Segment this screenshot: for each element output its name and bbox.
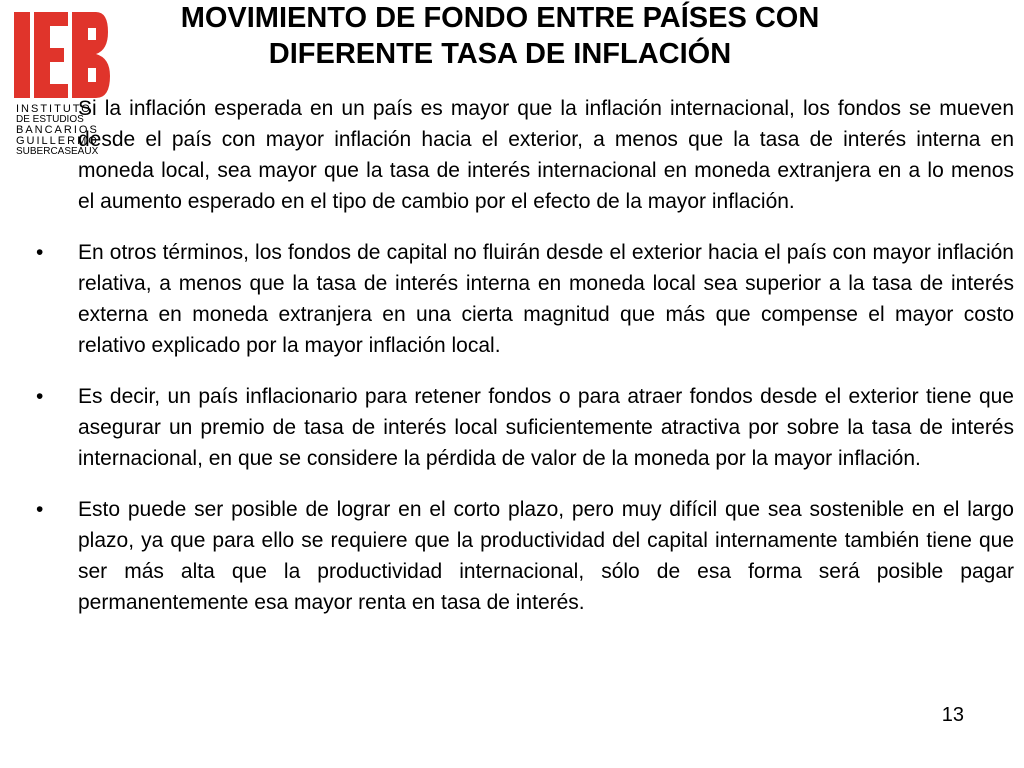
logo-line-5: SUBERCASEAUX — [16, 146, 99, 157]
page-number: 13 — [941, 704, 964, 726]
bullet-text: En otros términos, los fondos de capital no fluirán desde el exterior hacia el país con mayor inflación relativa, a menos que la tasa de interés interna en moneda local sea superior a la tasa de interés externa en moneda extranjera en una cierta magnitud que más que compense el mayor costo relativo explicado por la mayor inflación local. — [78, 241, 1014, 357]
bullet-text: Esto puede ser posible de lograr en el corto plazo, pero muy difícil que sea sostenible en el largo plazo, ya que para ello se requiere que la productividad del capital internamente también tiene que ser más alta que la productividad internacional, sólo de esa forma será posible pagar permanentemente esa mayor renta en tasa de interés. — [78, 498, 1014, 614]
bullet-item — [36, 93, 1014, 217]
bullet-marker: • — [36, 385, 44, 408]
ieb-logo-icon — [12, 10, 112, 102]
title-line-2: DIFERENTE TASA DE INFLACIÓN — [268, 38, 732, 70]
logo-line-3: BANCARIOS — [16, 124, 99, 136]
slide-title — [130, 0, 870, 72]
bullet-list — [36, 93, 1014, 638]
bullet-marker: • — [36, 498, 44, 521]
logo-line-2: DE ESTUDIOS — [16, 114, 84, 125]
bullet-marker: • — [36, 241, 44, 264]
bullet-item — [36, 494, 1014, 618]
bullet-text: Es decir, un país inflacionario para retener fondos o para atraer fondos desde el exterior tiene que asegurar un premio de tasa de interés local suficientemente atractiva por sobre la tasa de interés internacional, en que se considere la pérdida de valor de la moneda por la mayor inflación. — [78, 385, 1014, 470]
bullet-text: Si la inflación esperada en un país es mayor que la inflación internacional, los fondos se mueven desde el país con mayor inflación hacia el exterior, a menos que la tasa de interés interna en moneda local, sea mayor que la tasa de interés internacional en moneda extranjera en a lo menos el aumento esperado en el tipo de cambio por el efecto de la mayor inflación. — [78, 97, 1014, 213]
bullet-item — [36, 381, 1014, 474]
logo-line-4: GUILLERMO — [16, 135, 99, 147]
logo-line-1: INSTITUTO — [16, 103, 92, 115]
title-line-1: MOVIMIENTO DE FONDO ENTRE PAÍSES CON — [180, 2, 820, 34]
bullet-item — [36, 237, 1014, 361]
